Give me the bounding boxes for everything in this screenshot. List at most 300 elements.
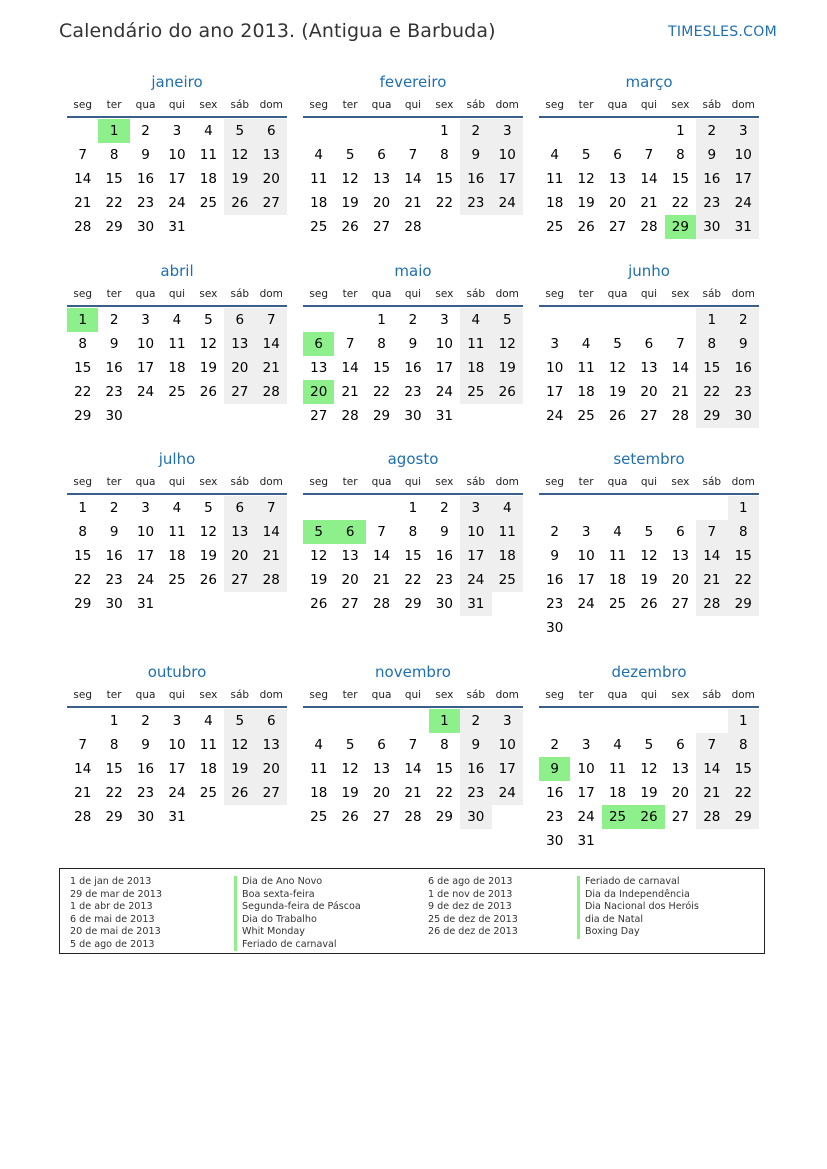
day-cell: 25 [310,219,328,235]
day-cell: 27 [608,219,627,235]
day-cell: 16 [728,356,759,380]
day-cell: 28 [404,809,422,825]
weekday-header [67,471,287,495]
day-cell: 19 [492,356,523,380]
holiday-day-cell: 1 [429,709,460,733]
day-cell: 20 [608,195,627,211]
day-cell: 10 [492,733,523,757]
day-cell: 27 [671,809,689,825]
day-cell: 23 [404,384,422,400]
day-cell: 1 [377,312,386,328]
weekday-label: sáb [702,99,722,111]
weekday-label: qui [168,689,186,701]
empty-cell [633,119,664,143]
day-cell: 25 [168,572,186,588]
day-cell: 14 [696,757,727,781]
day-cell: 19 [640,785,658,801]
day-cell: 28 [256,380,287,404]
weekday-label: sex [435,288,454,300]
day-cell: 17 [492,167,523,191]
legend-holiday-name: Dia de Ano Novo [234,876,361,889]
weekday-header [67,283,287,307]
day-cell: 17 [136,360,155,376]
month-dezembro [539,660,759,853]
weekday-label: ter [106,288,122,300]
day-cell: 28 [74,809,92,825]
weekday-label: dom [259,99,283,111]
day-cell: 11 [310,171,328,187]
day-cell: 14 [74,171,92,187]
weekday-label: qua [607,689,628,701]
weekday-label: qua [135,99,156,111]
day-cell: 12 [341,171,359,187]
day-cell: 22 [435,785,453,801]
weekday-label: qua [371,288,392,300]
day-cell: 22 [105,195,123,211]
day-cell: 9 [460,143,491,167]
day-cell: 20 [640,384,658,400]
weekday-label: sex [199,476,218,488]
weekday-label: qui [168,288,186,300]
day-cell: 5 [204,312,213,328]
day-cell: 26 [640,596,658,612]
day-cell: 7 [408,737,418,753]
empty-cell [334,308,365,332]
day-cell: 23 [696,191,727,215]
legend-holiday-date: 20 de mai de 2013 [70,926,161,937]
month-julho [67,447,287,616]
weekday-header [303,471,523,495]
day-cell: 2 [440,500,449,516]
weekday-header [303,94,523,118]
day-cell: 1 [109,713,119,729]
day-grid [539,708,759,853]
day-cell: 12 [640,548,658,564]
day-cell: 5 [644,737,654,753]
day-cell: 17 [435,360,453,376]
day-cell: 22 [435,195,453,211]
month-name: maio [394,262,432,280]
weekday-label: dom [731,288,755,300]
legend-holiday-date: 5 de ago de 2013 [70,938,155,950]
holiday-day-cell: 1 [98,119,129,143]
day-cell: 8 [78,336,87,352]
day-cell: 29 [372,408,391,424]
day-cell: 18 [460,356,491,380]
day-cell: 12 [199,524,217,540]
day-cell: 5 [492,308,523,332]
weekday-header [67,684,287,708]
day-cell: 29 [105,219,123,235]
legend-holiday-date: 1 de abr de 2013 [70,901,153,912]
day-cell: 13 [224,520,255,544]
day-cell: 4 [172,500,182,516]
day-cell: 21 [671,384,689,400]
day-cell: 29 [696,404,727,428]
weekday-header [303,684,523,708]
day-cell: 2 [550,737,559,753]
day-cell: 16 [435,548,453,564]
day-cell: 3 [728,119,759,143]
day-cell: 22 [105,785,123,801]
day-cell: 14 [256,332,287,356]
day-cell: 3 [172,713,182,729]
day-cell: 24 [460,568,491,592]
day-cell: 11 [608,548,627,564]
day-cell: 7 [345,336,355,352]
day-cell: 15 [696,356,727,380]
day-cell: 6 [676,524,685,540]
day-cell: 9 [728,332,759,356]
empty-cell [602,119,633,143]
day-cell: 15 [728,757,759,781]
brand-link[interactable]: TIMESLES.COM [668,24,777,40]
day-cell: 30 [105,408,123,424]
day-cell: 20 [224,544,255,568]
weekday-label: qua [371,99,392,111]
day-cell: 26 [608,408,627,424]
legend-dates-right [428,876,518,939]
month-setembro [539,447,759,640]
day-cell: 10 [577,548,595,564]
day-cell: 9 [550,548,559,564]
legend-holiday-date: 6 de mai de 2013 [70,913,155,925]
empty-cell [366,119,397,143]
day-cell: 4 [613,524,622,540]
day-cell: 15 [105,171,123,187]
day-cell: 25 [608,596,627,612]
day-cell: 12 [492,332,523,356]
day-cell: 24 [136,384,155,400]
day-cell: 22 [404,572,422,588]
weekday-label: seg [309,689,329,701]
day-cell: 26 [341,219,359,235]
day-cell: 5 [204,500,213,516]
weekday-label: dom [731,689,755,701]
day-cell: 12 [640,761,658,777]
day-cell: 19 [224,167,255,191]
legend-names-left [234,876,361,951]
empty-cell [334,496,365,520]
day-cell: 11 [608,761,627,777]
day-cell: 11 [577,360,595,376]
legend-holiday-name: Boxing Day [577,926,699,939]
day-cell: 8 [440,147,449,163]
weekday-label: ter [578,476,594,488]
holiday-day-cell: 25 [602,805,633,829]
day-cell: 3 [492,119,523,143]
legend-holiday-name: Boa sexta-feira [234,889,361,902]
weekday-label: dom [495,689,519,701]
day-cell: 6 [224,496,255,520]
day-cell: 23 [136,785,155,801]
day-cell: 3 [581,524,591,540]
day-cell: 13 [310,360,328,376]
day-cell: 29 [74,408,92,424]
month-janeiro [67,70,287,239]
day-cell: 10 [136,524,155,540]
month-name: agosto [387,450,439,468]
day-cell: 31 [577,833,595,849]
weekday-label: sex [435,689,454,701]
day-cell: 24 [577,809,595,825]
month-name: outubro [147,663,207,681]
empty-cell [366,709,397,733]
day-cell: 3 [172,123,182,139]
empty-cell [633,496,664,520]
day-cell: 23 [105,384,123,400]
month-março [539,70,759,239]
day-cell: 30 [460,805,491,829]
day-cell: 7 [256,308,287,332]
weekday-label: seg [545,689,565,701]
month-name: janeiro [151,73,203,91]
day-cell: 12 [608,360,627,376]
empty-cell [665,709,696,733]
weekday-label: ter [342,476,358,488]
weekday-label: sáb [702,689,722,701]
day-cell: 1 [78,500,87,516]
day-cell: 26 [492,380,523,404]
legend-holiday-date: 1 de nov de 2013 [428,888,513,900]
day-cell: 18 [310,195,328,211]
day-cell: 2 [728,308,759,332]
holiday-day-cell: 6 [334,520,365,544]
day-cell: 30 [546,833,564,849]
day-cell: 9 [109,336,119,352]
day-cell: 18 [577,384,595,400]
day-cell: 24 [435,384,453,400]
day-cell: 27 [256,781,287,805]
day-cell: 18 [608,785,627,801]
weekday-label: seg [309,288,329,300]
month-abril [67,259,287,428]
weekday-label: sex [435,476,454,488]
empty-cell [665,308,696,332]
weekday-label: ter [106,99,122,111]
empty-cell [539,709,570,733]
day-cell: 10 [728,143,759,167]
day-cell: 28 [696,592,727,616]
weekday-label: qua [135,476,156,488]
empty-cell [303,308,334,332]
weekday-label: qui [404,689,422,701]
day-cell: 2 [141,123,150,139]
day-grid [539,307,759,428]
empty-cell [602,496,633,520]
day-cell: 11 [546,171,564,187]
empty-cell [570,709,601,733]
day-cell: 13 [256,143,287,167]
day-cell: 20 [671,572,689,588]
day-grid [539,495,759,640]
day-cell: 21 [696,568,727,592]
day-cell: 10 [492,143,523,167]
day-cell: 4 [314,147,323,163]
day-cell: 19 [199,548,217,564]
weekday-header [539,283,759,307]
weekday-label: sex [435,99,454,111]
day-cell: 14 [341,360,359,376]
day-cell: 8 [676,147,685,163]
day-cell: 8 [728,520,759,544]
empty-cell [539,119,570,143]
day-cell: 4 [204,713,213,729]
day-cell: 23 [460,781,491,805]
day-cell: 23 [460,191,491,215]
day-cell: 30 [696,215,727,239]
day-cell: 19 [224,757,255,781]
day-cell: 23 [546,596,564,612]
day-cell: 25 [199,785,217,801]
day-cell: 28 [404,219,422,235]
day-cell: 12 [224,143,255,167]
day-cell: 28 [256,568,287,592]
legend-holiday-name: Feriado de carnaval [234,939,361,952]
weekday-label: sáb [230,476,250,488]
day-cell: 27 [640,408,658,424]
day-cell: 1 [728,496,759,520]
day-cell: 29 [435,809,453,825]
day-cell: 1 [728,709,759,733]
day-cell: 27 [256,191,287,215]
day-cell: 22 [372,384,391,400]
day-cell: 2 [550,524,559,540]
day-cell: 25 [460,380,491,404]
day-cell: 21 [372,572,391,588]
day-cell: 18 [199,761,217,777]
empty-cell [303,119,334,143]
day-cell: 31 [728,215,759,239]
empty-cell [602,308,633,332]
day-cell: 21 [256,356,287,380]
day-cell: 27 [310,408,328,424]
day-cell: 16 [696,167,727,191]
day-cell: 7 [644,147,654,163]
day-cell: 30 [404,408,422,424]
legend-holiday-name: Whit Monday [234,926,361,939]
day-cell: 7 [696,733,727,757]
day-cell: 14 [696,544,727,568]
month-junho [539,259,759,428]
weekday-label: ter [106,689,122,701]
weekday-label: ter [578,99,594,111]
day-cell: 25 [492,568,523,592]
empty-cell [539,308,570,332]
weekday-label: qui [640,689,658,701]
empty-cell [397,119,428,143]
day-cell: 27 [341,596,359,612]
weekday-label: seg [73,689,93,701]
weekday-label: sáb [466,288,486,300]
day-cell: 7 [256,496,287,520]
day-cell: 6 [256,709,287,733]
day-cell: 3 [460,496,491,520]
empty-cell [539,496,570,520]
day-cell: 15 [105,761,123,777]
weekday-label: seg [309,476,329,488]
day-cell: 31 [168,219,186,235]
day-cell: 27 [224,380,255,404]
day-cell: 21 [404,195,422,211]
day-cell: 11 [492,520,523,544]
day-cell: 31 [435,408,453,424]
weekday-label: dom [731,476,755,488]
day-cell: 26 [310,596,328,612]
day-cell: 3 [141,312,150,328]
day-cell: 13 [372,171,391,187]
day-cell: 5 [345,147,355,163]
day-cell: 7 [377,524,386,540]
day-cell: 19 [310,572,328,588]
weekday-label: dom [259,689,283,701]
day-cell: 6 [377,147,386,163]
day-cell: 21 [341,384,359,400]
weekday-label: sáb [230,689,250,701]
day-cell: 3 [492,709,523,733]
day-cell: 1 [696,308,727,332]
day-cell: 15 [435,761,453,777]
day-cell: 29 [404,596,422,612]
day-cell: 17 [492,757,523,781]
empty-cell [570,308,601,332]
day-cell: 28 [372,596,391,612]
day-cell: 16 [404,360,422,376]
day-cell: 26 [224,781,255,805]
day-grid [303,118,523,239]
day-cell: 11 [199,147,217,163]
day-cell: 10 [168,147,186,163]
day-cell: 14 [256,520,287,544]
day-cell: 24 [728,191,759,215]
day-cell: 17 [460,544,491,568]
weekday-label: sex [199,288,218,300]
legend-dates-left [70,876,162,951]
day-cell: 28 [640,219,658,235]
day-cell: 2 [696,119,727,143]
weekday-label: sex [671,288,690,300]
day-cell: 14 [671,360,689,376]
day-cell: 17 [728,167,759,191]
day-cell: 18 [546,195,564,211]
day-cell: 29 [74,596,92,612]
weekday-header [67,94,287,118]
empty-cell [570,496,601,520]
day-cell: 5 [345,737,355,753]
weekday-label: sáb [230,99,250,111]
day-cell: 11 [168,336,186,352]
day-cell: 8 [109,147,119,163]
weekday-label: qui [640,99,658,111]
day-grid [539,118,759,239]
day-cell: 26 [199,572,217,588]
day-cell: 4 [314,737,323,753]
empty-cell [602,709,633,733]
day-cell: 29 [728,805,759,829]
weekday-label: qui [404,99,422,111]
day-cell: 8 [377,336,386,352]
empty-cell [303,496,334,520]
day-cell: 7 [78,737,87,753]
weekday-label: seg [309,99,329,111]
day-cell: 3 [550,336,559,352]
weekday-label: dom [259,288,283,300]
weekday-label: seg [73,476,93,488]
day-cell: 19 [341,195,359,211]
day-cell: 16 [546,785,564,801]
weekday-label: dom [495,99,519,111]
day-cell: 7 [408,147,418,163]
